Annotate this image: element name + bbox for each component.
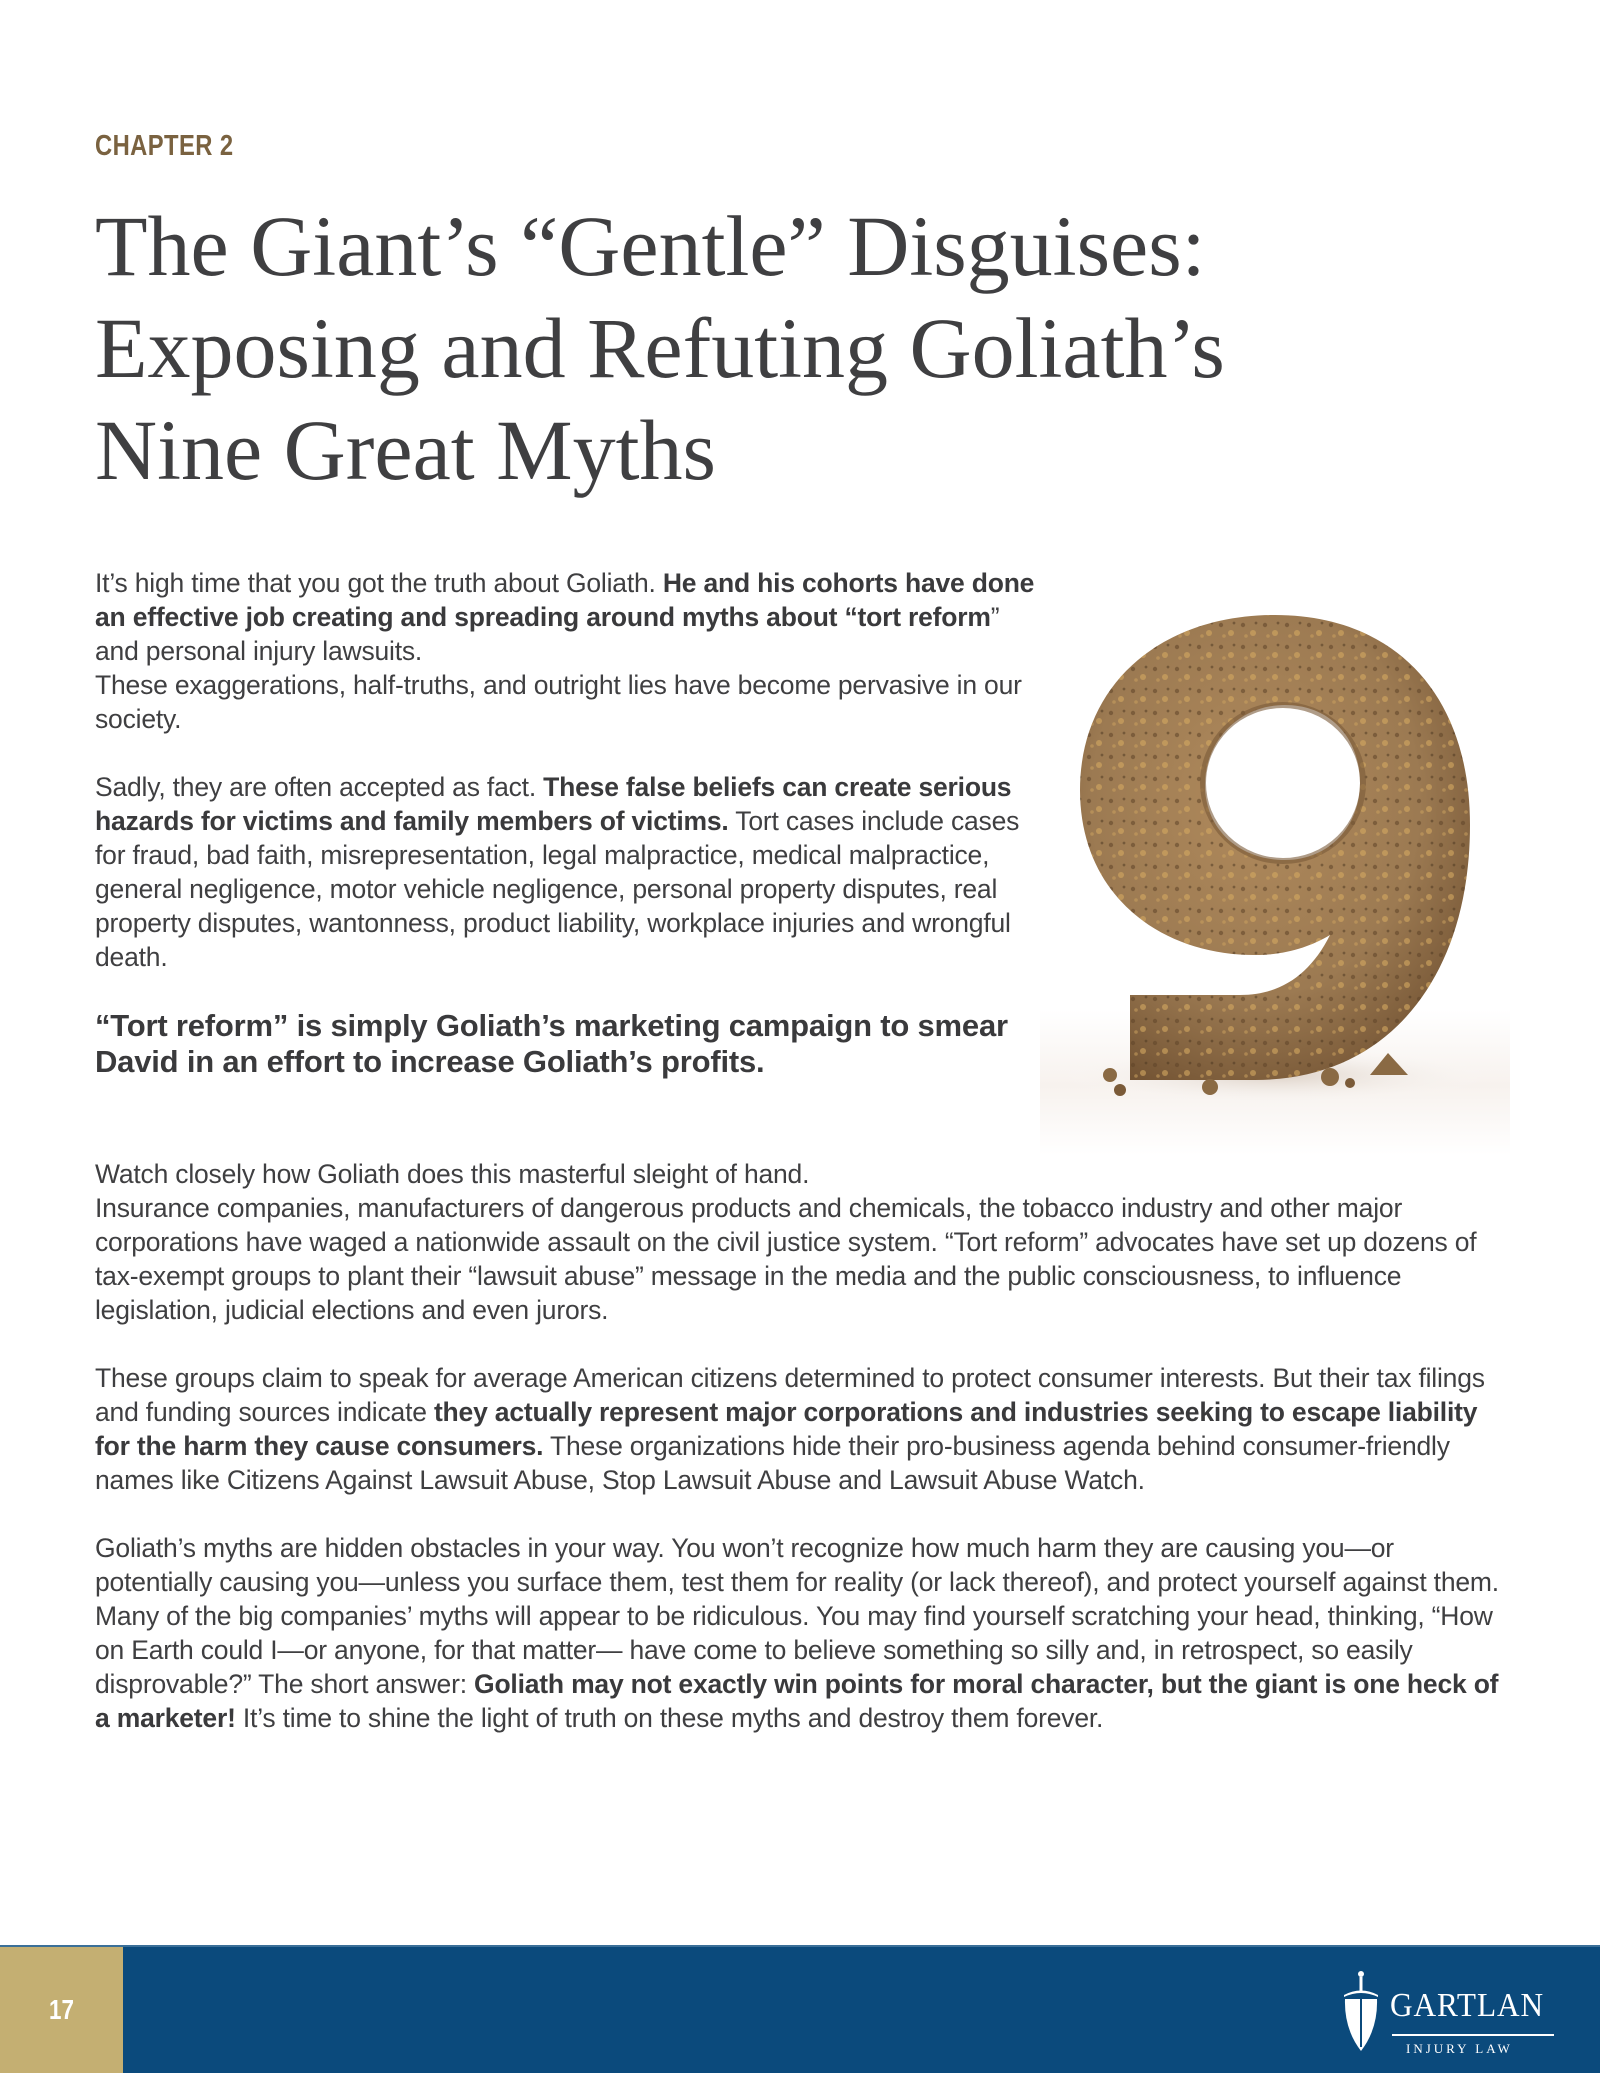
text: Insurance companies, manufacturers of dangerous products and chemicals, the tobacco industry and other major corporations have waged a nationwide assault on the civil justice system. “Tort reform” advocates have set up dozens of tax-exempt groups to plant their “lawsuit abuse” message in the media and the public consciousness, to influence legislation, judicial elections and even jurors. xyxy=(95,1193,1477,1325)
body-column xyxy=(95,1157,1515,1769)
gartlan-logo xyxy=(1340,1969,1580,2059)
text: Many of the big companies’ myths will appear to be ridiculous. You may find yourself scratching your head, thinking, “How on Earth could I—or anyone, for that matter— have come to believe something so silly and, in retrospect, so easily disprovable?” The short answer: xyxy=(95,1601,1493,1699)
logo-tagline: INJURY LAW xyxy=(1406,2041,1513,2056)
text: Sadly, they are often accepted as fact. xyxy=(95,772,544,802)
text: These exaggerations, half-truths, and outright lies have become pervasive in our society. xyxy=(95,670,1022,734)
title-line: Exposing and Refuting Goliath’s xyxy=(95,300,1225,396)
paragraph xyxy=(95,566,1040,736)
title-line: Nine Great Myths xyxy=(95,402,716,498)
page-title xyxy=(95,195,1515,501)
emphasis: These false beliefs can create serious hazards for victims and family members of victims. xyxy=(95,772,1012,836)
text: Tort cases include cases for fraud, bad faith, misrepresentation, legal malpractice, medical malpractice, general negligence, motor vehicle negligence, personal property disputes, real property disputes, wantonness, product liability, workplace injuries and wrongful death. xyxy=(95,806,1020,972)
emphasis: they actually represent major corporations and industries seeking to escape liability for the harm they cause consumers. xyxy=(95,1397,1478,1461)
text: These organizations hide their pro-business agenda behind consumer-friendly names like Citizens Against Lawsuit Abuse, Stop Lawsuit Abuse and Lawsuit Abuse Watch. xyxy=(95,1431,1450,1495)
text: Goliath’s myths are hidden obstacles in your way. You won’t recognize how much harm they are causing you—or potentially causing you—unless you surface them, test them for reality (or lack thereof), and protect yourself against them. xyxy=(95,1533,1499,1597)
emphasis: Goliath may not exactly win points for moral character, but the giant is one heck of a marketer! xyxy=(95,1669,1499,1733)
text: These groups claim to speak for average American citizens determined to protect consumer interests. But their tax filings and funding sources indicate xyxy=(95,1363,1485,1427)
text: It’s time to shine the light of truth on these myths and destroy them forever. xyxy=(235,1703,1104,1733)
pull-quote: “Tort reform” is simply Goliath’s marketing campaign to smear David in an effort to increase Goliath’s profits. xyxy=(95,1008,1008,1079)
paragraph xyxy=(95,1531,1515,1599)
intro-column xyxy=(95,566,1040,1080)
emphasis: He and his cohorts have done an effective job creating and spreading around myths about “tort reform xyxy=(95,568,1035,632)
stone-nine-icon xyxy=(1040,575,1510,1155)
text: It’s high time that you got the truth about Goliath. xyxy=(95,568,663,598)
number-nine-image xyxy=(1040,575,1510,1155)
paragraph xyxy=(95,1157,1515,1327)
text: Watch closely how Goliath does this masterful sleight of hand. xyxy=(95,1159,810,1189)
page-number: 17 xyxy=(49,1994,74,2025)
page-footer xyxy=(0,1945,1600,2073)
text: ” and personal injury lawsuits. xyxy=(95,602,1000,666)
chapter-label: CHAPTER 2 xyxy=(95,130,234,162)
paragraph xyxy=(95,770,1040,974)
title-line: The Giant’s “Gentle” Disguises: xyxy=(95,198,1206,294)
page-number-tab xyxy=(0,1947,123,2073)
sword-shield-icon xyxy=(1340,1969,1382,2053)
logo-divider xyxy=(1392,2034,1554,2036)
logo-name: GARTLAN xyxy=(1390,1987,1544,2024)
paragraph xyxy=(95,1599,1515,1735)
paragraph xyxy=(95,1361,1515,1497)
